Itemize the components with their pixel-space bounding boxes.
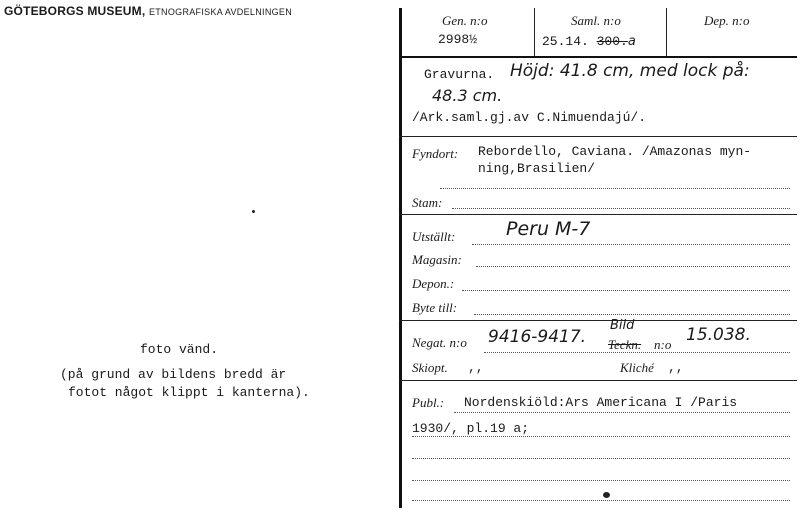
no-label: n:o bbox=[654, 337, 672, 352]
note-line-1: foto vänd. bbox=[140, 342, 219, 357]
saml-struck: 300. bbox=[596, 34, 628, 49]
publ-dotted-line-4 bbox=[412, 480, 790, 481]
saml-number bbox=[542, 34, 636, 49]
publ-dotted-line-3 bbox=[412, 458, 790, 459]
bild-label: Bild bbox=[610, 318, 635, 333]
kliche-mark: ,, bbox=[668, 360, 684, 375]
gen-value: 2998 bbox=[438, 32, 470, 47]
rule-stam bbox=[399, 214, 797, 215]
magasin-label: Magasin: bbox=[412, 252, 462, 267]
note-line-2: (på grund av bildens bredd är bbox=[60, 367, 287, 382]
saml-label: Saml. n:o bbox=[571, 13, 621, 28]
negat-label: Negat. n:o bbox=[412, 335, 467, 350]
top-divider-2 bbox=[666, 8, 667, 56]
gen-fraction: ½ bbox=[469, 32, 478, 47]
teckn-label: Teckn. bbox=[608, 337, 642, 352]
publ-label: Publ.: bbox=[412, 395, 445, 410]
description-handwritten-1: Höjd: 41.8 cm, med lock på: bbox=[510, 61, 750, 81]
museum-name: GÖTEBORGS MUSEUM, bbox=[4, 4, 146, 18]
ink-speck bbox=[252, 210, 255, 213]
magasin-dotted-line bbox=[476, 266, 790, 267]
depon-label: Depon.: bbox=[412, 276, 455, 291]
bild-value: 15.038. bbox=[686, 325, 751, 345]
utstallt-dotted-line bbox=[472, 244, 790, 245]
rule-description bbox=[399, 136, 797, 137]
utstallt-value: Peru M-7 bbox=[506, 218, 591, 240]
gen-label: Gen. n:o bbox=[442, 13, 488, 28]
top-row-rule bbox=[399, 56, 797, 58]
fyndort-label: Fyndort: bbox=[412, 146, 459, 161]
gen-number bbox=[438, 32, 477, 47]
publ-dotted-line-2 bbox=[412, 436, 790, 437]
skiopt-mark: ,, bbox=[468, 360, 484, 375]
stam-label: Stam: bbox=[412, 195, 443, 210]
publ-line-2: 1930/, pl.19 a; bbox=[412, 421, 530, 436]
utstallt-label: Utställt: bbox=[412, 229, 456, 244]
negat-dotted-line bbox=[484, 352, 790, 353]
byte-dotted-line bbox=[474, 314, 790, 315]
saml-value: 25.14. bbox=[542, 34, 589, 49]
fyndort-dotted-line bbox=[440, 188, 790, 189]
top-divider-1 bbox=[534, 8, 535, 56]
stam-dotted-line bbox=[452, 208, 790, 209]
department-name: ETNOGRAFISKA AVDELNINGEN bbox=[148, 7, 293, 17]
rule-skiopt bbox=[399, 380, 797, 381]
fyndort-line-2: ning,Brasilien/ bbox=[478, 161, 596, 176]
skiopt-label: Skiopt. bbox=[412, 360, 448, 375]
negat-value: 9416-9417. bbox=[488, 327, 587, 347]
kliche-label: Kliché bbox=[620, 360, 654, 375]
byte-label: Byte till: bbox=[412, 300, 458, 315]
description-handwritten-2: 48.3 cm. bbox=[432, 86, 503, 105]
fyndort-line-1: Rebordello, Caviana. /Amazonas myn- bbox=[478, 144, 752, 159]
ink-speck bbox=[603, 492, 610, 498]
collection-note: /Ark.saml.gj.av C.Nimuendajú/. bbox=[412, 110, 647, 125]
dep-label: Dep. n:o bbox=[704, 13, 750, 28]
saml-suffix: a bbox=[627, 34, 636, 49]
card-left-border bbox=[399, 8, 402, 508]
museum-header bbox=[4, 4, 292, 18]
description-typed: Gravurna. bbox=[424, 67, 495, 82]
publ-dotted-line-1 bbox=[454, 412, 790, 413]
depon-dotted-line bbox=[462, 290, 790, 291]
note-line-3: fotot något klippt i kanterna). bbox=[68, 385, 310, 400]
publ-line-1: Nordenskiöld:Ars Americana I /Paris bbox=[464, 395, 738, 410]
publ-dotted-line-5 bbox=[412, 500, 790, 501]
rule-byte bbox=[399, 320, 797, 321]
